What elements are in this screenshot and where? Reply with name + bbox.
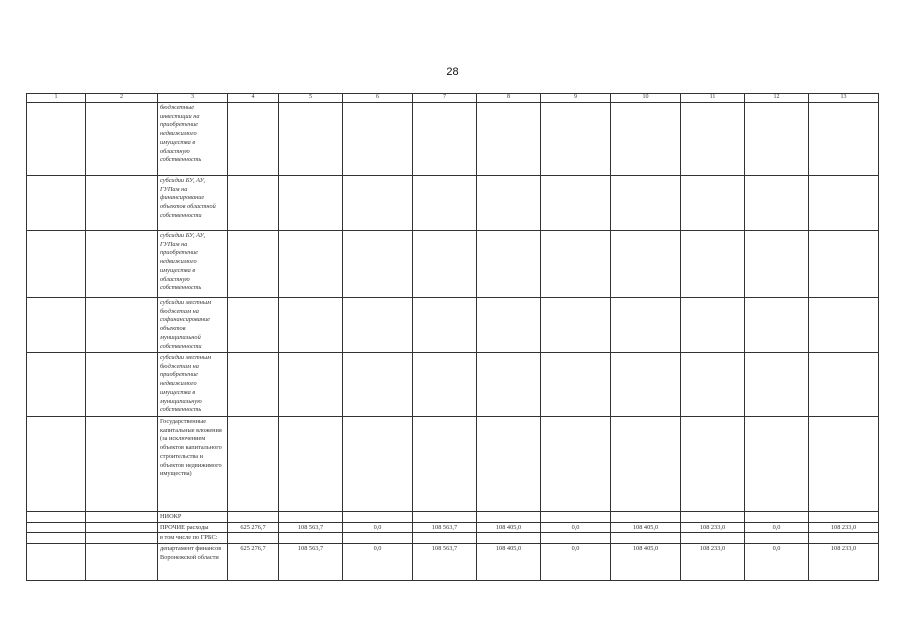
cell-col-5 [279,533,343,544]
cell-col-6 [343,533,413,544]
cell-col-1 [27,353,86,417]
row-label: НИОКР [158,512,228,523]
cell-col-2 [86,103,158,176]
table-row [27,298,879,353]
cell-col-9: 0,0 [541,522,611,533]
budget-table [26,93,879,581]
cell-col-4 [228,176,279,231]
cell-col-10 [611,417,681,512]
cell-col-11 [681,533,745,544]
cell-col-2 [86,512,158,523]
table-row [27,231,879,298]
cell-col-4 [228,103,279,176]
cell-col-11: 108 233,0 [681,522,745,533]
row-label: субсидии БУ, АУ, ГУПам на финансирование объектов областной собственности [158,176,228,231]
cell-col-7 [413,353,477,417]
cell-col-6 [343,512,413,523]
col-header-4: 4 [228,94,279,103]
cell-col-13 [809,103,879,176]
cell-col-5: 108 563,7 [279,522,343,533]
cell-col-8 [477,533,541,544]
cell-col-9 [541,103,611,176]
cell-col-4 [228,298,279,353]
cell-col-12 [745,231,809,298]
cell-col-1 [27,298,86,353]
cell-col-2 [86,353,158,417]
cell-col-8: 108 405,0 [477,544,541,581]
cell-col-1 [27,103,86,176]
cell-col-13 [809,353,879,417]
cell-col-10 [611,176,681,231]
col-header-10: 10 [611,94,681,103]
cell-col-11 [681,353,745,417]
cell-col-8 [477,176,541,231]
cell-col-5 [279,298,343,353]
cell-col-12 [745,103,809,176]
col-header-1: 1 [27,94,86,103]
cell-col-13 [809,533,879,544]
cell-col-4: 625 276,7 [228,544,279,581]
cell-col-1 [27,522,86,533]
cell-col-7 [413,512,477,523]
cell-col-6 [343,298,413,353]
row-label: в том числе по ГРБС: [158,533,228,544]
cell-col-11 [681,103,745,176]
cell-col-8 [477,298,541,353]
table-row [27,353,879,417]
cell-col-12 [745,417,809,512]
cell-col-11: 108 233,0 [681,544,745,581]
cell-col-12: 0,0 [745,544,809,581]
row-label: департамент финансов Воронежской области [158,544,228,581]
cell-col-5 [279,103,343,176]
header-row [27,94,879,103]
cell-col-8 [477,417,541,512]
cell-col-8: 108 405,0 [477,522,541,533]
row-label: ПРОЧИЕ расходы [158,522,228,533]
cell-col-2 [86,298,158,353]
cell-col-9 [541,533,611,544]
cell-col-12: 0,0 [745,522,809,533]
row-label: субсидии местным бюджетам на софинансирование объектов муниципальной собственности [158,298,228,353]
cell-col-2 [86,231,158,298]
cell-col-4 [228,417,279,512]
col-header-12: 12 [745,94,809,103]
row-label: бюджетные инвестиции на приобретение недвижимого имущества в областную собственность [158,103,228,176]
cell-col-1 [27,544,86,581]
cell-col-4: 625 276,7 [228,522,279,533]
cell-col-9 [541,417,611,512]
cell-col-9 [541,231,611,298]
col-header-8: 8 [477,94,541,103]
cell-col-6 [343,353,413,417]
cell-col-11 [681,417,745,512]
row-label: Государственные капитальные вложения (за исключением объектов капитального строительства и объектов недвижимого имущества) [158,417,228,512]
row-label: субсидии местным бюджетам на приобретение недвижимого имущества в муниципальную собственность [158,353,228,417]
cell-col-6 [343,417,413,512]
cell-col-7 [413,231,477,298]
cell-col-2 [86,522,158,533]
cell-col-4 [228,533,279,544]
cell-col-12 [745,353,809,417]
cell-col-12 [745,176,809,231]
cell-col-2 [86,417,158,512]
page-number: 28 [446,66,459,78]
cell-col-9: 0,0 [541,544,611,581]
table-row [27,176,879,231]
cell-col-4 [228,353,279,417]
cell-col-11 [681,512,745,523]
table-row [27,512,879,523]
cell-col-2 [86,544,158,581]
col-header-13: 13 [809,94,879,103]
cell-col-7: 108 563,7 [413,544,477,581]
cell-col-13 [809,176,879,231]
cell-col-10 [611,103,681,176]
cell-col-6 [343,176,413,231]
row-label: субсидии БУ, АУ, ГУПам на приобретение недвижимого имущества в областную собственность [158,231,228,298]
col-header-9: 9 [541,94,611,103]
cell-col-11 [681,298,745,353]
col-header-2: 2 [86,94,158,103]
cell-col-2 [86,533,158,544]
cell-col-1 [27,512,86,523]
cell-col-2 [86,176,158,231]
cell-col-7: 108 563,7 [413,522,477,533]
cell-col-10: 108 405,0 [611,544,681,581]
cell-col-1 [27,533,86,544]
cell-col-9 [541,353,611,417]
cell-col-7 [413,417,477,512]
cell-col-8 [477,353,541,417]
cell-col-9 [541,176,611,231]
table-row [27,103,879,176]
cell-col-5 [279,231,343,298]
cell-col-4 [228,512,279,523]
cell-col-7 [413,176,477,231]
cell-col-10 [611,533,681,544]
cell-col-5 [279,512,343,523]
col-header-11: 11 [681,94,745,103]
col-header-3: 3 [158,94,228,103]
cell-col-8 [477,512,541,523]
cell-col-5 [279,176,343,231]
cell-col-9 [541,298,611,353]
cell-col-10: 108 405,0 [611,522,681,533]
col-header-5: 5 [279,94,343,103]
cell-col-13: 108 233,0 [809,544,879,581]
cell-col-13: 108 233,0 [809,522,879,533]
cell-col-12 [745,512,809,523]
cell-col-6: 0,0 [343,522,413,533]
cell-col-5: 108 563,7 [279,544,343,581]
cell-col-5 [279,417,343,512]
col-header-7: 7 [413,94,477,103]
cell-col-13 [809,417,879,512]
cell-col-1 [27,417,86,512]
cell-col-13 [809,512,879,523]
cell-col-8 [477,103,541,176]
cell-col-8 [477,231,541,298]
cell-col-12 [745,533,809,544]
cell-col-11 [681,231,745,298]
cell-col-13 [809,231,879,298]
cell-col-10 [611,231,681,298]
cell-col-5 [279,353,343,417]
cell-col-6: 0,0 [343,544,413,581]
cell-col-7 [413,298,477,353]
table-row [27,417,879,512]
cell-col-1 [27,176,86,231]
cell-col-12 [745,298,809,353]
cell-col-13 [809,298,879,353]
cell-col-4 [228,231,279,298]
cell-col-10 [611,353,681,417]
cell-col-9 [541,512,611,523]
table-row [27,544,879,581]
cell-col-6 [343,231,413,298]
col-header-6: 6 [343,94,413,103]
table-row [27,533,879,544]
cell-col-7 [413,103,477,176]
table-row [27,522,879,533]
cell-col-7 [413,533,477,544]
cell-col-10 [611,298,681,353]
cell-col-6 [343,103,413,176]
cell-col-1 [27,231,86,298]
cell-col-10 [611,512,681,523]
cell-col-11 [681,176,745,231]
